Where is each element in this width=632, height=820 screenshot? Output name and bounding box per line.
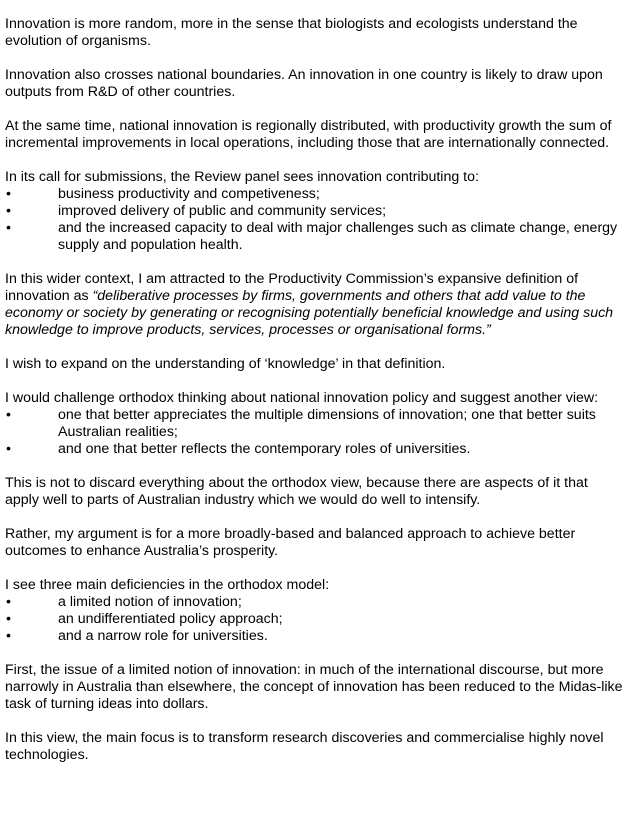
list-item-text: and a narrow role for universities. [58, 628, 268, 644]
list-item-text: improved delivery of public and community services; [58, 203, 387, 219]
paragraph-limited-notion: First, the issue of a limited notion of innovation: in much of the international discourse, but more narrowly in Australia than elsewhere, the concept of innovation has been reduced to the Midas-like task of turning ideas into dollars. [5, 662, 623, 712]
list-item [5, 611, 624, 628]
bullet-list-deficiencies [5, 594, 624, 645]
paragraph-productivity-commission-definition [5, 271, 624, 339]
bullet-icon: • [6, 594, 11, 610]
list-item [5, 441, 624, 458]
bullet-icon: • [6, 407, 11, 423]
paragraph-call-for-submissions: In its call for submissions, the Review panel sees innovation contributing to: [5, 169, 479, 185]
bullet-icon: • [6, 203, 11, 219]
paragraph-knowledge: I wish to expand on the understanding of ‘knowledge’ in that definition. [5, 356, 446, 372]
list-item-text: an undifferentiated policy approach; [58, 611, 283, 627]
bullet-icon: • [6, 186, 11, 202]
list-item [5, 186, 624, 203]
list-item-text: and one that better reflects the contemporary roles of universities. [58, 441, 471, 457]
list-item [5, 407, 624, 441]
list-item [5, 628, 624, 645]
list-item-text: business productivity and competiveness; [58, 186, 320, 202]
list-item-text: and the increased capacity to deal with major challenges such as climate change, energy supply and population health. [58, 220, 618, 253]
paragraph-national-boundaries: Innovation also crosses national boundaries. An innovation in one country is likely to draw upon outputs from R&D of other countries. [5, 67, 603, 100]
bullet-list-another-view [5, 407, 624, 458]
bullet-icon: • [6, 628, 11, 644]
list-item-text: a limited notion of innovation; [58, 594, 242, 610]
bullet-icon: • [6, 220, 11, 236]
paragraph-regionally-distributed: At the same time, national innovation is regionally distributed, with productivity growth the sum of incremental improvements in local operations, including those that are internationally connected. [5, 118, 612, 151]
paragraph-main-focus: In this view, the main focus is to transform research discoveries and commercialise highly novel technologies. [5, 730, 604, 763]
definition-quote: “deliberative processes by firms, governments and others that add value to the economy or society by generating or recognising potentially beneficial knowledge and using such knowledge to improve products, services, processes or organisational forms.” [5, 288, 614, 338]
paragraph-innovation-random: Innovation is more random, more in the sense that biologists and ecologists understand the evolution of organisms. [5, 16, 578, 49]
paragraph-not-discard: This is not to discard everything about the orthodox view, because there are aspects of it that apply well to parts of Australian industry which we would do well to intensify. [5, 475, 588, 508]
paragraph-three-deficiencies: I see three main deficiencies in the orthodox model: [5, 577, 330, 593]
definition-intro-text: In this wider context, I am attracted to the Productivity Commission’s expansive definition of innovation as [5, 271, 579, 304]
bullet-icon: • [6, 441, 11, 457]
paragraph-broadly-based: Rather, my argument is for a more broadly-based and balanced approach to achieve better outcomes to enhance Australia’s prosperity. [5, 526, 576, 559]
paragraph-challenge-orthodox: I would challenge orthodox thinking about national innovation policy and suggest another view: [5, 390, 599, 406]
bullet-list-contributions [5, 186, 624, 254]
list-item [5, 203, 624, 220]
list-item-text: one that better appreciates the multiple dimensions of innovation; one that better suits Australian realities; [58, 407, 596, 440]
list-item [5, 220, 624, 254]
bullet-icon: • [6, 611, 11, 627]
list-item [5, 594, 624, 611]
